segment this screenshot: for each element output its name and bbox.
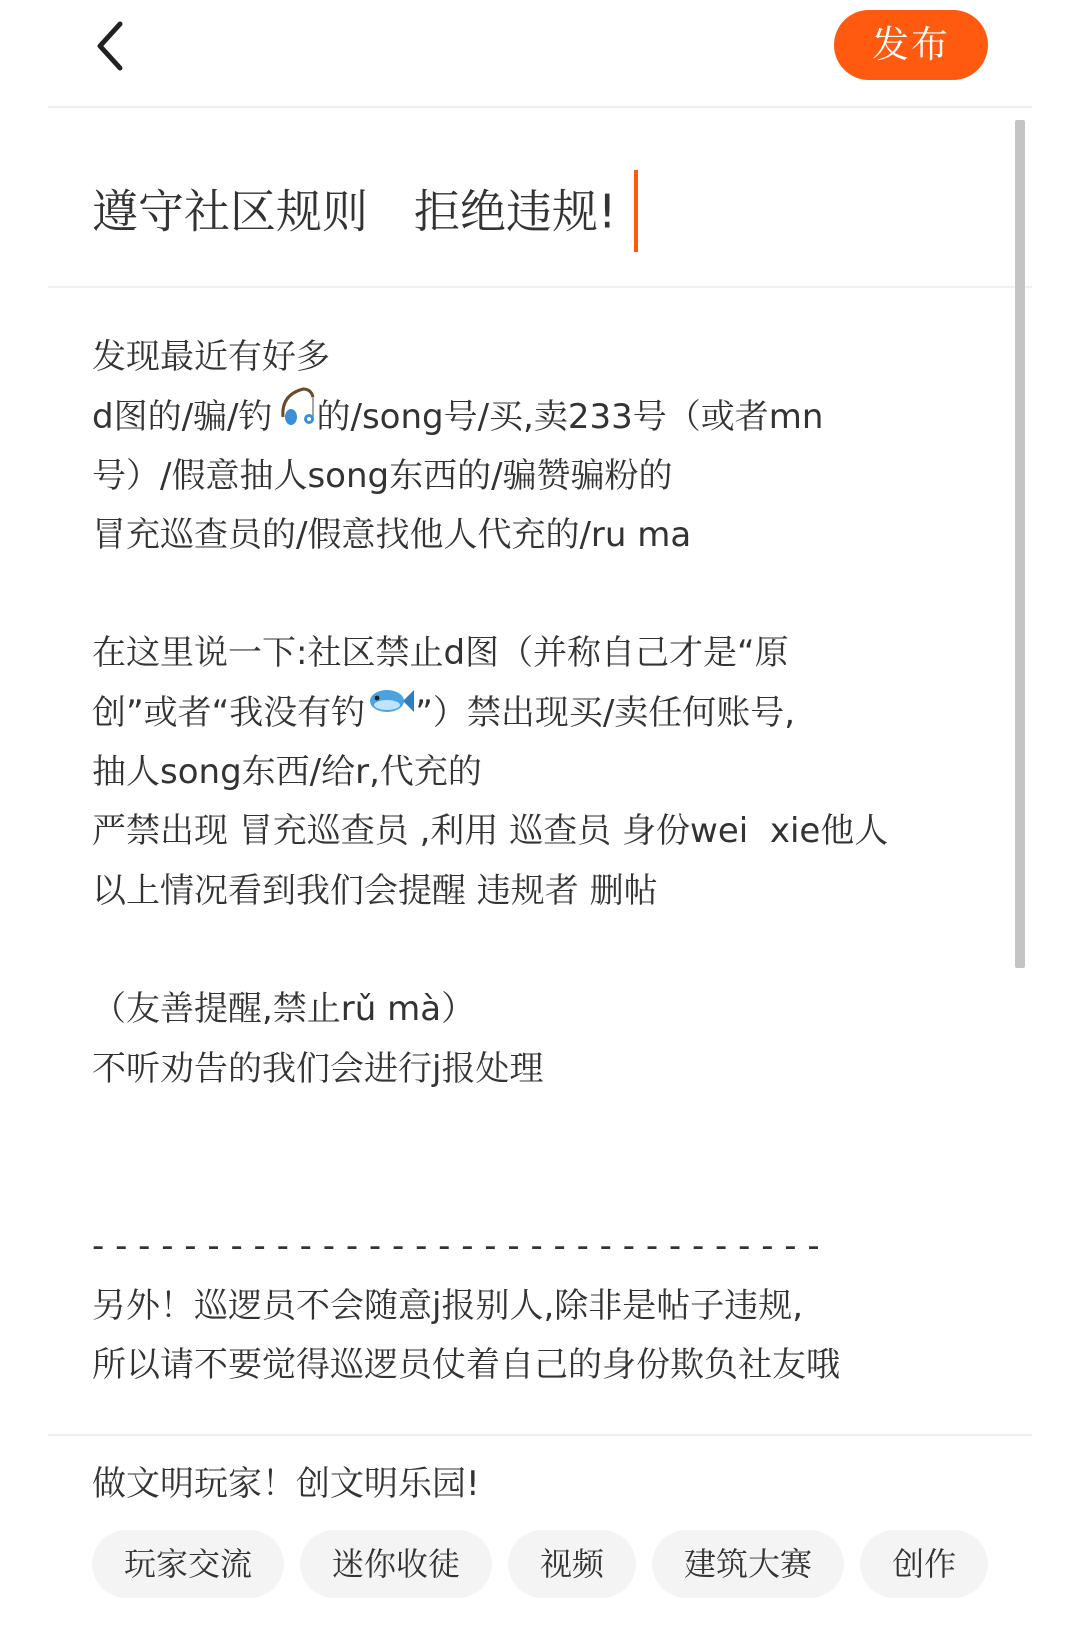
body-line [92, 1217, 982, 1276]
body-line-text: 号）/假意抽人song东西的/骗赞骗粉的 [92, 455, 673, 496]
body-line [92, 506, 982, 565]
body-line-text: （友善提醒,禁止rǔ mà） [92, 989, 476, 1030]
topic-tag[interactable]: 迷你收徒 [300, 1530, 492, 1598]
body-line [92, 1455, 982, 1514]
body-line-text: 不听劝告的我们会进行j报处理 [92, 1048, 544, 1089]
tags-divider [48, 1434, 1032, 1436]
body-line [92, 743, 982, 802]
body-line-text-after: ”）禁出现买/卖任何账号, [415, 692, 796, 733]
fish-icon [365, 681, 415, 740]
body-line-text: 在这里说一下:社区禁止d图（并称自己才是“原 [92, 633, 789, 674]
publish-button[interactable]: 发布 [834, 10, 988, 80]
topic-tag[interactable]: 创作 [860, 1530, 988, 1598]
body-line [92, 921, 982, 980]
post-body-editor[interactable] [92, 328, 982, 1514]
body-line-text: 以上情况看到我们会提醒 违规者 删帖 [92, 870, 658, 911]
body-line [92, 1395, 982, 1454]
body-line [92, 862, 982, 921]
back-button[interactable] [88, 18, 144, 74]
body-line [92, 1040, 982, 1099]
topic-tag[interactable]: 玩家交流 [92, 1530, 284, 1598]
fishing-rod-icon [273, 383, 317, 446]
title-field[interactable] [0, 112, 1080, 298]
chevron-left-icon [88, 18, 144, 74]
body-line [92, 328, 982, 387]
body-line [92, 447, 982, 506]
body-line [92, 387, 982, 446]
body-line [92, 1277, 982, 1336]
body-line-text: 严禁出现 冒充巡查员 ,利用 巡查员 身份wei xie他人 [92, 811, 889, 852]
body-line-text: 创”或者“我没有钓 [92, 692, 366, 733]
body-line [92, 1158, 982, 1217]
top-bar [0, 0, 1080, 110]
body-line [92, 802, 982, 861]
body-line-text: 发现最近有好多 [92, 337, 330, 377]
title-input[interactable] [92, 174, 638, 256]
topic-tag[interactable]: 建筑大赛 [652, 1530, 844, 1598]
body-line-text: 所以请不要觉得巡逻员仗着自己的身份欺负社友哦 [92, 1345, 840, 1386]
body-line [92, 1099, 982, 1158]
body-line [92, 684, 982, 743]
body-line-text: 另外！巡逻员不会随意j报别人,除非是帖子违规, [92, 1285, 804, 1326]
body-line-text: - - - - - - - - - - - - - - - - - - - - - - - - - - - - - - - - [92, 1226, 820, 1267]
topic-tag[interactable]: 视频 [508, 1530, 636, 1598]
header-divider [48, 106, 1032, 108]
scrollbar[interactable] [1015, 120, 1025, 968]
body-line [92, 565, 982, 624]
body-line-text-after: 的/song号/买,卖233号（或者mn [316, 397, 824, 438]
body-line-text: d图的/骗/钓 [92, 397, 273, 438]
title-text: 遵守社区规则 拒绝违规! [92, 184, 617, 239]
body-line-text: 抽人song东西/给r,代充的 [92, 752, 482, 793]
body-line-text: 冒充巡查员的/假意找他人代充的/ru ma [92, 514, 692, 555]
body-line-text: 做文明玩家！创文明乐园! [92, 1463, 480, 1504]
topic-tags [92, 1530, 988, 1602]
title-divider [48, 286, 1032, 288]
body-line [92, 1336, 982, 1395]
body-line [92, 624, 982, 683]
text-caret [634, 170, 638, 252]
body-line [92, 980, 982, 1039]
